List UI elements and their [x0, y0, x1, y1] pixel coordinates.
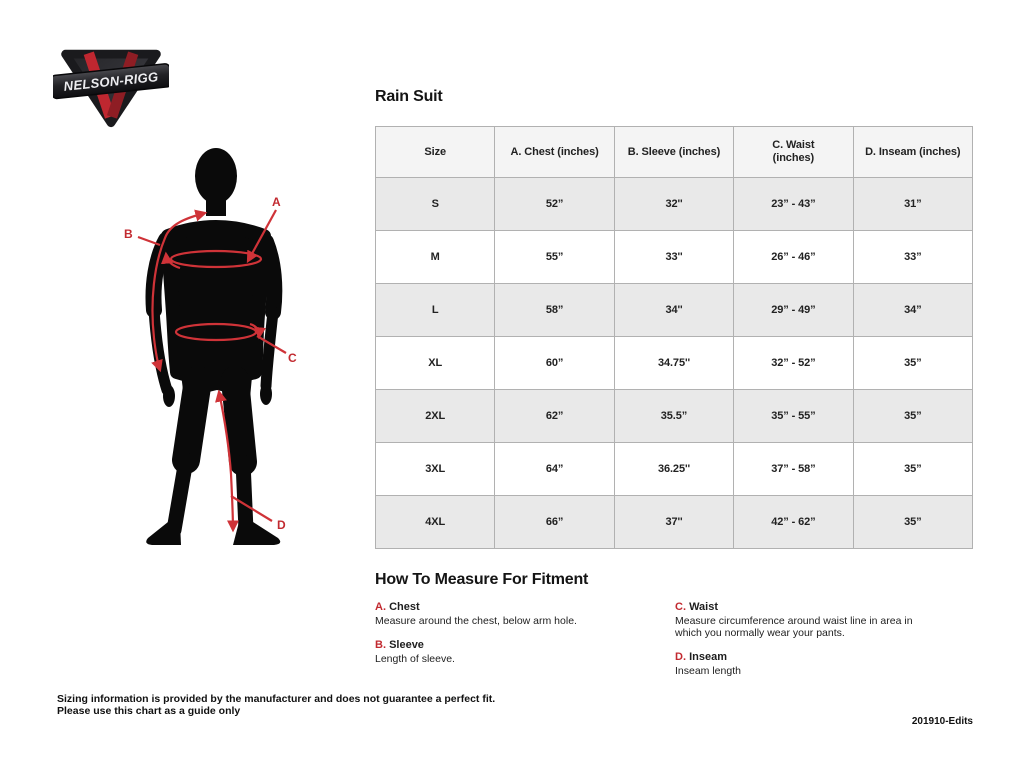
size-cell: 4XL: [376, 496, 495, 549]
column-header-size: Size: [376, 127, 495, 178]
disclaimer-line-1: Sizing information is provided by the manufacturer and does not guarantee a perfect fit.: [57, 693, 496, 705]
column-header-sleeve: B. Sleeve (inches): [614, 127, 733, 178]
inseam-cell: 34”: [853, 284, 972, 337]
inseam-cell: 35”: [853, 337, 972, 390]
chest-cell: 60”: [495, 337, 614, 390]
column-header-inseam: D. Inseam (inches): [853, 127, 972, 178]
measure-name-chest: Chest: [389, 601, 420, 613]
silhouette-shape: [146, 148, 280, 545]
measurement-figure: [110, 140, 310, 570]
nelson-rigg-logo: [53, 38, 169, 134]
page-title: Rain Suit: [375, 88, 443, 105]
size-cell: S: [376, 178, 495, 231]
size-cell: L: [376, 284, 495, 337]
chest-cell: 62”: [495, 390, 614, 443]
sleeve-cell: 34.75'': [614, 337, 733, 390]
inseam-cell: 35”: [853, 496, 972, 549]
measure-letter-d: D.: [675, 651, 686, 663]
sleeve-cell: 37'': [614, 496, 733, 549]
table-header-row: [376, 127, 973, 178]
measure-name-sleeve: Sleeve: [389, 639, 424, 651]
measure-desc-sleeve: Length of sleeve.: [375, 653, 455, 665]
measure-item-chest: [375, 601, 675, 627]
waist-cell: 37” - 58”: [734, 443, 853, 496]
sleeve-cell: 33'': [614, 231, 733, 284]
measure-guide-left-column: [375, 601, 675, 689]
chest-cell: 64”: [495, 443, 614, 496]
sleeve-cell: 36.25'': [614, 443, 733, 496]
measure-name-waist: Waist: [689, 601, 718, 613]
chest-cell: 55”: [495, 231, 614, 284]
sleeve-cell: 35.5”: [614, 390, 733, 443]
measure-desc-chest: Measure around the chest, below arm hole.: [375, 615, 577, 627]
table-row: [376, 443, 973, 496]
measure-item-waist: [675, 601, 975, 639]
measure-guide-right-column: [675, 601, 975, 689]
measure-letter-a: A.: [375, 601, 386, 613]
waist-cell: 29” - 49”: [734, 284, 853, 337]
disclaimer-line-2: Please use this chart as a guide only: [57, 705, 241, 717]
chest-cell: 66”: [495, 496, 614, 549]
measure-letter-c: C.: [675, 601, 686, 613]
sleeve-cell: 34'': [614, 284, 733, 337]
table-row: [376, 284, 973, 337]
waist-cell: 35” - 55”: [734, 390, 853, 443]
measure-item-inseam: [675, 651, 975, 677]
sleeve-cell: 32'': [614, 178, 733, 231]
measure-letter-b: B.: [375, 639, 386, 651]
document-code: 201910-Edits: [911, 716, 973, 727]
size-cell: 3XL: [376, 443, 495, 496]
chest-cell: 58”: [495, 284, 614, 337]
column-header-waist: C. Waist (inches): [734, 127, 853, 178]
measure-desc-inseam: Inseam length: [675, 665, 741, 677]
chest-cell: 52”: [495, 178, 614, 231]
figure-label-b: B: [124, 227, 133, 241]
size-cell: XL: [376, 337, 495, 390]
figure-label-d: D: [277, 518, 286, 532]
table-row: [376, 178, 973, 231]
waist-cell: 32” - 52”: [734, 337, 853, 390]
measure-guide-section: [375, 571, 975, 689]
measure-desc-waist: Measure circumference around waist line in area in which you normally wear your pants.: [675, 615, 913, 639]
body-silhouette-icon: [110, 140, 310, 570]
table-row: [376, 390, 973, 443]
figure-label-c: C: [288, 351, 297, 365]
column-header-chest: A. Chest (inches): [495, 127, 614, 178]
figure-label-a: A: [272, 195, 281, 209]
size-cell: M: [376, 231, 495, 284]
brand-name: NELSON-RIGG: [62, 69, 160, 94]
measure-item-sleeve: [375, 639, 675, 665]
size-chart-table: [375, 126, 973, 549]
size-cell: 2XL: [376, 390, 495, 443]
inseam-cell: 35”: [853, 443, 972, 496]
waist-cell: 23” - 43”: [734, 178, 853, 231]
table-row: [376, 231, 973, 284]
waist-cell: 42” - 62”: [734, 496, 853, 549]
sizing-disclaimer: [57, 693, 495, 717]
measure-name-inseam: Inseam: [689, 651, 727, 663]
table-row: [376, 496, 973, 549]
waist-cell: 26” - 46”: [734, 231, 853, 284]
inseam-cell: 31”: [853, 178, 972, 231]
inseam-cell: 35”: [853, 390, 972, 443]
table-row: [376, 337, 973, 390]
brand-logo-icon: [53, 38, 169, 134]
measure-guide-heading: How To Measure For Fitment: [375, 571, 589, 588]
inseam-cell: 33”: [853, 231, 972, 284]
